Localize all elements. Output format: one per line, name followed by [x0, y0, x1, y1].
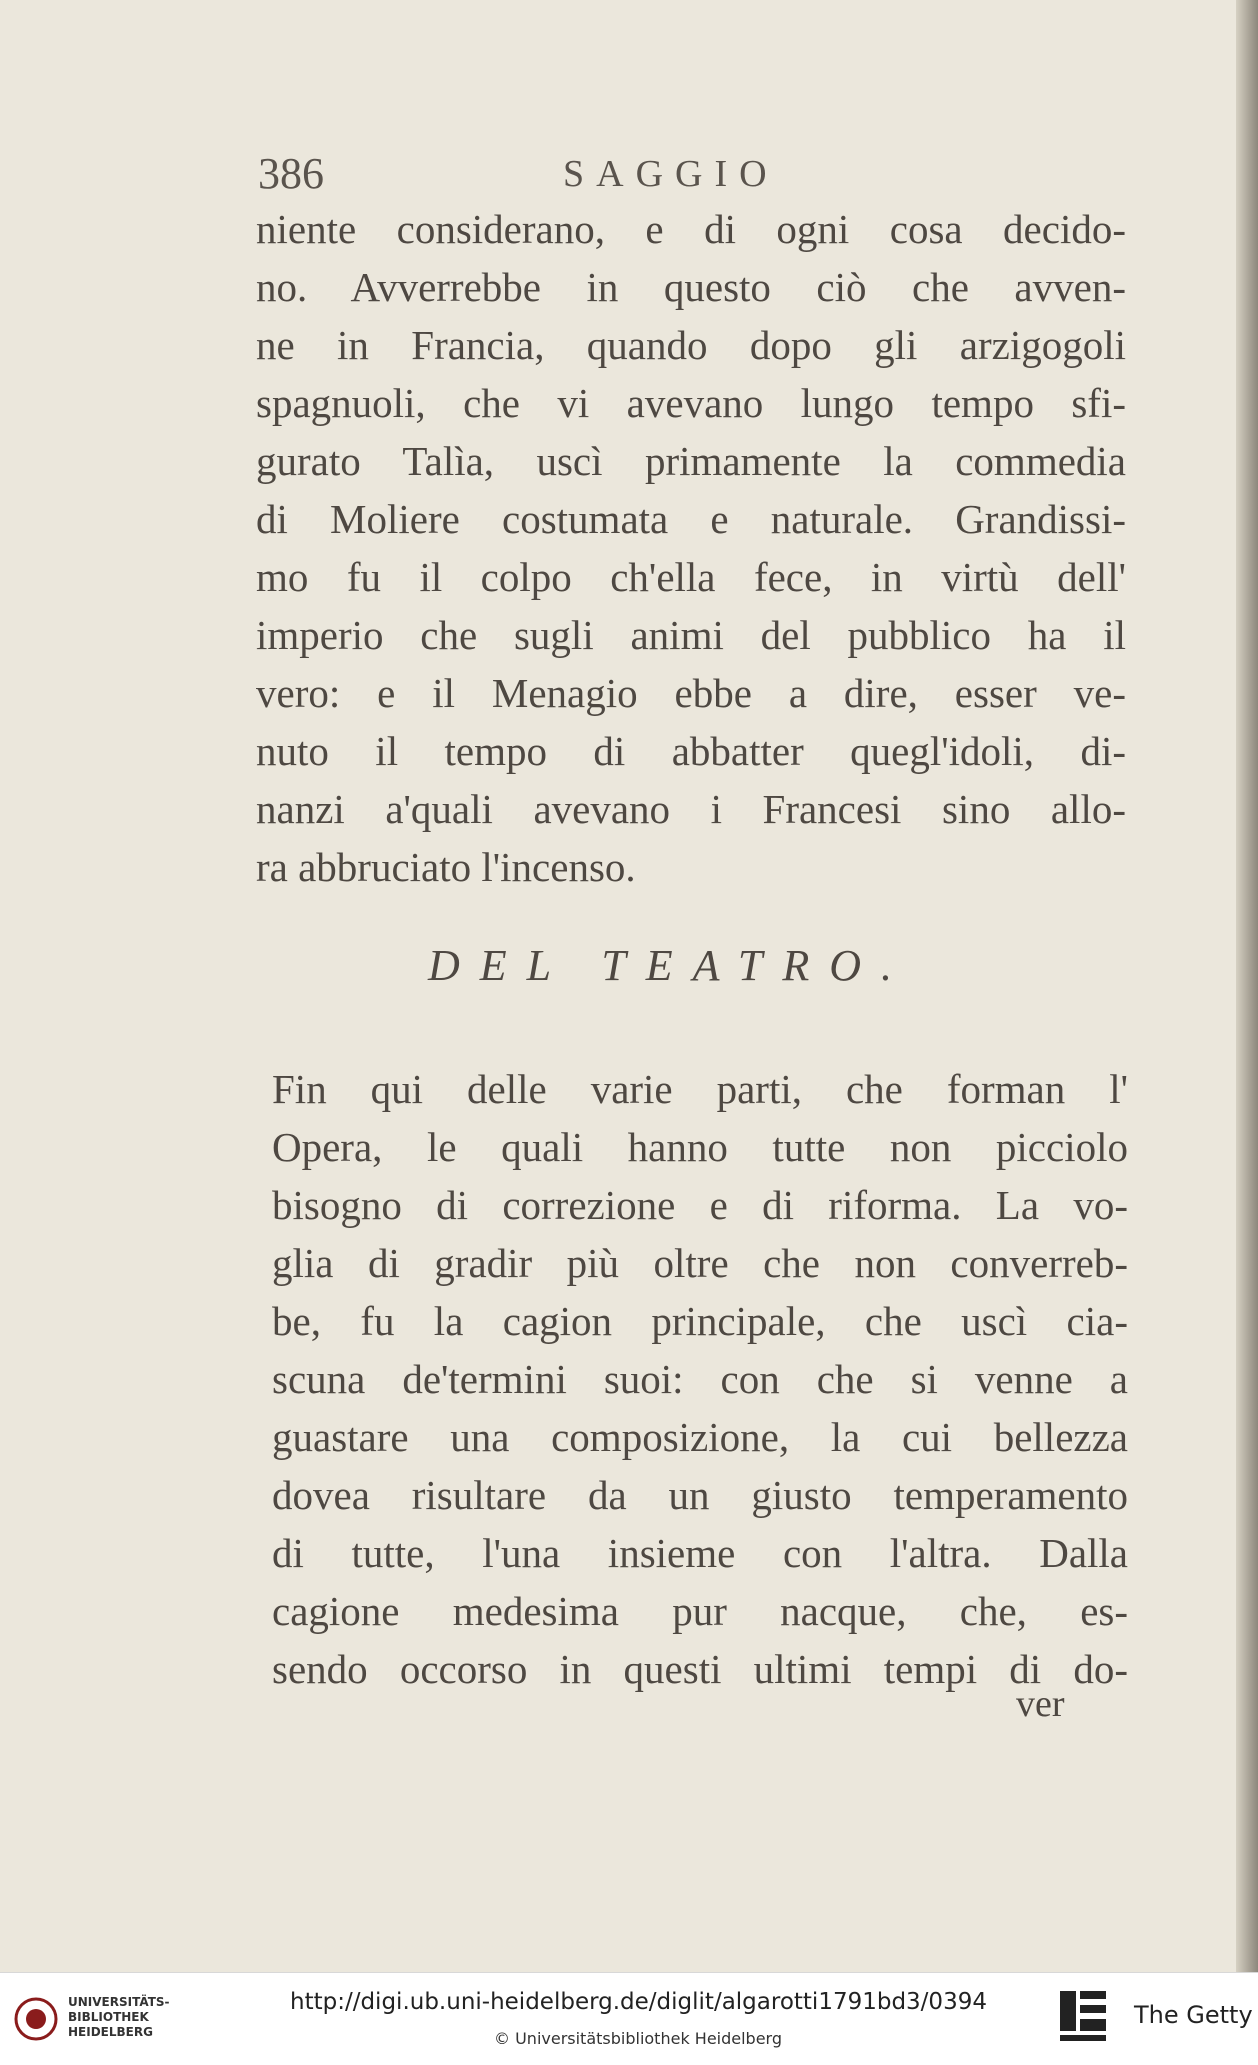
text-line: Opera, le quali hanno tutte non picciolo [272, 1124, 1128, 1170]
paragraph-1 [256, 200, 1126, 896]
text-line: di tutte, l'una insieme con l'altra. Dalla [272, 1530, 1128, 1576]
text-line: ne in Francia, quando dopo gli arzigogoli [256, 322, 1126, 368]
library-name [68, 1995, 170, 2040]
getty-logo-icon [1056, 1987, 1112, 2051]
paragraph-2 [272, 1060, 1128, 1698]
page-header [258, 148, 1118, 208]
text-line: sendo occorso in questi ultimi tempi di do- [272, 1646, 1128, 1692]
library-name-line: BIBLIOTHEK [68, 2010, 149, 2024]
text-line: dovea risultare da un giusto temperamento [272, 1472, 1128, 1518]
text-line: guastare una composizione, la cui bellezza [272, 1414, 1128, 1460]
partner-name[interactable]: The Getty [1134, 2001, 1253, 2029]
text-line: di Moliere costumata e naturale. Grandissi- [256, 496, 1126, 542]
library-seal-icon [14, 1997, 58, 2041]
text-line: spagnuoli, che vi avevano lungo tempo sfi- [256, 380, 1126, 426]
catchword: ver [1016, 1683, 1065, 1725]
copyright-notice: © Universitätsbibliothek Heidelberg [494, 2029, 783, 2048]
library-name-line: HEIDELBERG [68, 2025, 153, 2039]
text-line: mo fu il colpo ch'ella fece, in virtù dell' [256, 554, 1126, 600]
text-line: imperio che sugli animi del pubblico ha il [256, 612, 1126, 658]
text-line: scuna de'termini suoi: con che si venne a [272, 1356, 1128, 1402]
text-line: niente considerano, e di ogni cosa decido- [256, 206, 1126, 252]
text-line: glia di gradir più oltre che non converreb- [272, 1240, 1128, 1286]
text-line: vero: e il Menagio ebbe a dire, esser ve- [256, 670, 1126, 716]
text-line: nanzi a'quali avevano i Francesi sino allo- [256, 786, 1126, 832]
text-line: bisogno di correzione e di riforma. La vo- [272, 1182, 1128, 1228]
text-line: be, fu la cagion principale, che uscì cia- [272, 1298, 1128, 1344]
page-edge [1236, 0, 1258, 1972]
text-line: nuto il tempo di abbatter quegl'idoli, di- [256, 728, 1126, 774]
footer-bar [0, 1972, 1258, 2065]
running-title: SAGGIO [563, 153, 779, 195]
text-line: no. Avverrebbe in questo ciò che avven- [256, 264, 1126, 310]
section-heading: DEL TEATRO. [428, 941, 913, 990]
permalink-url[interactable]: http://digi.ub.uni-heidelberg.de/diglit/algarotti1791bd3/0394 [290, 1989, 987, 2015]
text-line: cagione medesima pur nacque, che, es- [272, 1588, 1128, 1634]
text-line: ra abbruciato l'incenso. [256, 844, 636, 890]
text-line: Fin qui delle varie parti, che forman l' [272, 1066, 1128, 1112]
text-line: gurato Talìa, uscì primamente la commedia [256, 438, 1126, 484]
library-logo[interactable] [14, 1991, 184, 2051]
page-number: 386 [258, 149, 324, 198]
library-name-line: UNIVERSITÄTS- [68, 1995, 170, 2009]
